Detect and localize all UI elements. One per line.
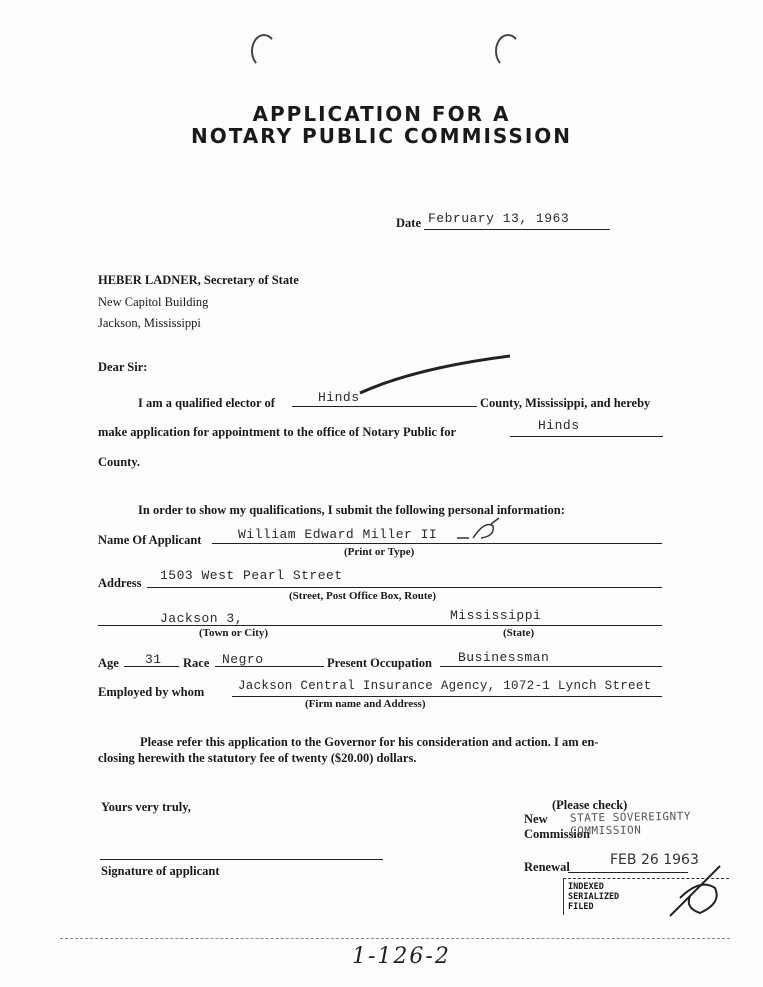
address-label: Address xyxy=(98,576,142,590)
application-text: make application for appointment to the office of Notary Public for xyxy=(98,425,457,439)
elector-county-underline xyxy=(292,406,477,407)
renewal-label: Renewal xyxy=(524,860,570,874)
occupation-label: Present Occupation xyxy=(327,656,432,670)
date-value: February 13, 1963 xyxy=(428,211,570,226)
name-scribble-path xyxy=(457,518,499,538)
elector-county-value: Hinds xyxy=(318,390,360,405)
elector-text: I am a qualified elector of xyxy=(138,396,275,410)
name-underline xyxy=(212,543,662,544)
signature-line xyxy=(100,859,383,860)
town-value: Jackson 3, xyxy=(160,611,244,626)
notary-county-value: Hinds xyxy=(538,418,580,433)
name-value: William Edward Miller II xyxy=(238,527,438,542)
check-label: (Please check) xyxy=(552,798,628,812)
occupation-underline xyxy=(440,666,662,667)
received-date-stamp: FEB 26 1963 xyxy=(610,852,699,868)
elector-suffix: County, Mississippi, and hereby xyxy=(480,396,651,410)
serialized-label: SERIALIZED xyxy=(568,892,620,902)
date-underline xyxy=(424,229,610,230)
initial-scribble-path xyxy=(670,866,720,916)
date-label: Date xyxy=(396,216,421,230)
closing: Yours very truly, xyxy=(101,800,191,814)
form-title-line2: NOTARY PUBLIC COMMISSION xyxy=(190,124,573,148)
employer-label: Employed by whom xyxy=(98,685,205,699)
recipient-city: Jackson, Mississippi xyxy=(98,316,201,330)
race-label: Race xyxy=(183,656,210,670)
name-label: Name Of Applicant xyxy=(98,533,202,547)
file-number: 1-126-2 xyxy=(352,944,451,969)
indexed-label: INDEXED xyxy=(568,882,604,892)
age-underline xyxy=(124,666,179,667)
fee-text-line1: Please refer this application to the Governor for his consideration and action. I am en- xyxy=(140,735,599,749)
recipient-building: New Capitol Building xyxy=(98,295,209,309)
pen-stroke xyxy=(355,348,520,398)
employer-hint: (Firm name and Address) xyxy=(305,698,426,710)
town-state-underline xyxy=(98,625,662,626)
bottom-border xyxy=(60,938,730,939)
age-label: Age xyxy=(98,656,119,670)
name-hint: (Print or Type) xyxy=(344,546,415,558)
occupation-value: Businessman xyxy=(458,650,550,665)
state-hint: (State) xyxy=(503,627,535,639)
recipient-name: HEBER LADNER, Secretary of State xyxy=(98,273,299,287)
fee-text-line2: closing herewith the statutory fee of twenty ($20.00) dollars. xyxy=(98,751,417,765)
new-label: New xyxy=(524,812,548,826)
punch-hole-right xyxy=(495,34,521,68)
salutation: Dear Sir: xyxy=(98,360,148,374)
race-value: Negro xyxy=(222,652,264,667)
pen-stroke-path xyxy=(360,356,510,393)
filed-label: FILED xyxy=(568,902,594,912)
notary-county-underline xyxy=(510,436,663,437)
address-value: 1503 West Pearl Street xyxy=(160,568,343,583)
county-word: County. xyxy=(98,455,141,469)
signature-label: Signature of applicant xyxy=(101,864,220,878)
form-title-line1: APPLICATION FOR A xyxy=(252,102,511,126)
employer-underline xyxy=(232,696,662,697)
address-hint: (Street, Post Office Box, Route) xyxy=(289,590,437,602)
address-underline xyxy=(147,587,662,588)
race-underline xyxy=(215,666,324,667)
name-scribble xyxy=(455,516,505,546)
state-value: Mississippi xyxy=(450,608,542,623)
qualifications-text: In order to show my qualifications, I submit the following personal information: xyxy=(138,503,565,517)
commission-label: Commission xyxy=(524,827,590,841)
punch-hole-left xyxy=(251,34,277,68)
age-value: 31 xyxy=(145,652,162,667)
employer-value: Jackson Central Insurance Agency, 1072-1 Lynch Street xyxy=(238,679,652,693)
initial-scribble xyxy=(660,858,740,923)
sovereignty-stamp: STATE SOVEREIGNTY COMMISSION xyxy=(569,809,692,838)
town-hint: (Town or City) xyxy=(199,627,269,639)
